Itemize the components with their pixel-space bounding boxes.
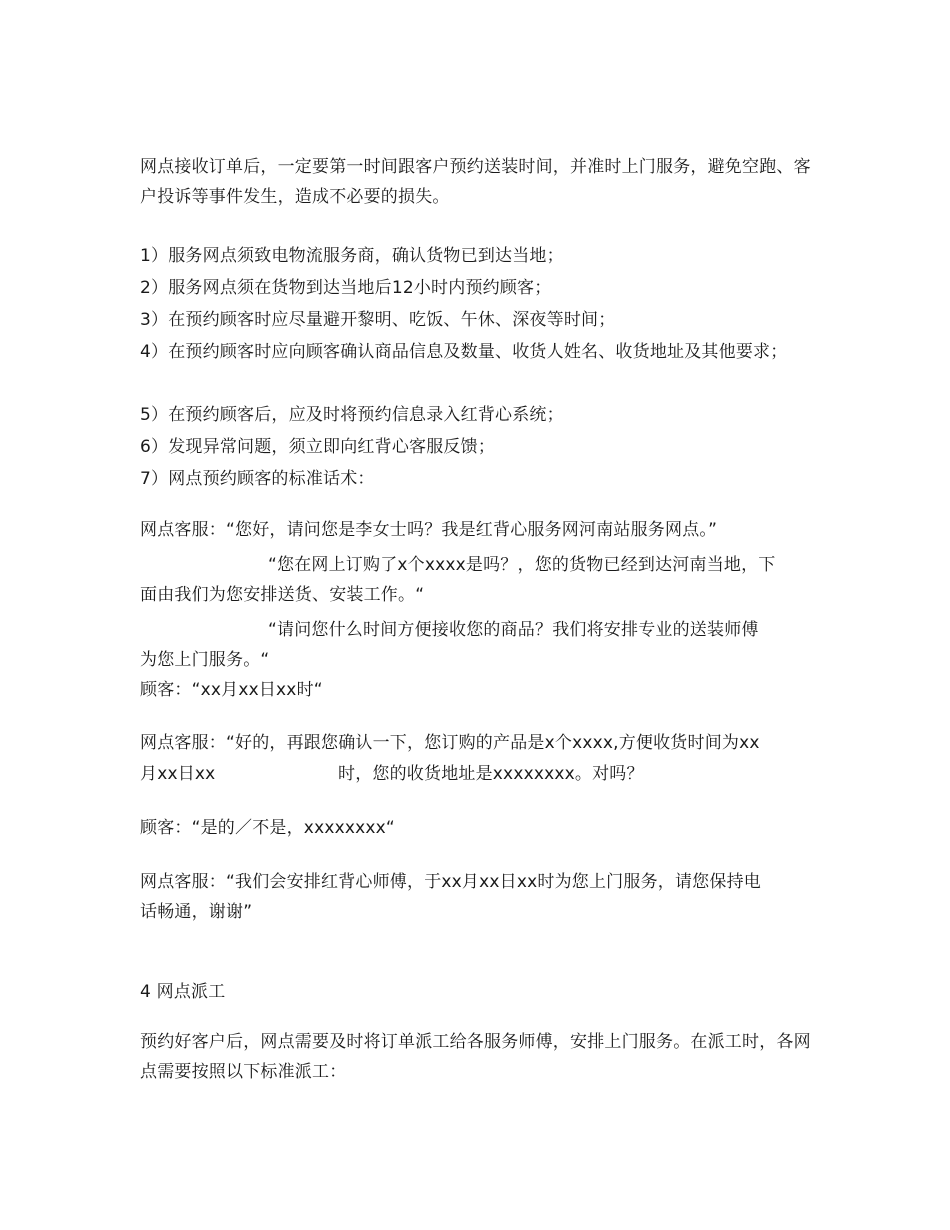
dialogue-agent-order-line-b: 面由我们为您安排送货、安装工作。“ [140, 585, 425, 605]
list-item-2: 2）服务网点须在货物到达当地后12小时内预约顾客； [140, 278, 552, 298]
section-heading: 4 网点派工 [140, 982, 226, 1002]
dialogue-agent-confirm-line-a: 网点客服：“好的，再跟您确认一下，您订购的产品是x个xxxx,方便收货时间为xx [140, 733, 760, 753]
dialogue-agent-order-line-a: “您在网上订购了x个xxxx是吗？，您的货物已经到达河南当地，下 [268, 555, 776, 575]
list-item-3: 3）在预约顾客时应尽量避开黎明、吃饭、午休、深夜等时间； [140, 310, 616, 330]
dialogue-agent-closing-line-b: 话畅通，谢谢” [140, 902, 253, 922]
section-body: 预约好客户后，网点需要及时将订单派工给各服务师傅，安排上门服务。在派工时，各网点需要按照以下标准派工： [140, 1032, 811, 1082]
list-item-5: 5）在预约顾客后，应及时将预约信息录入红背心系统； [140, 405, 564, 425]
dialogue-agent-confirm-line-b2: 时，您的收货地址是xxxxxxxx。对吗？ [338, 764, 644, 784]
dialogue-customer-confirm: 顾客：“是的／不是，xxxxxxxx“ [140, 818, 395, 838]
dialogue-agent-time-line-a: “请问您什么时间方便接收您的商品？我们将安排专业的送装师傅 [268, 620, 759, 640]
intro-paragraph: 网点接收订单后，一定要第一时间跟客户预约送装时间，并准时上门服务，避免空跑、客户投诉等事件发生，造成不必要的损失。 [140, 157, 811, 207]
list-item-1: 1）服务网点须致电物流服务商，确认货物已到达当地； [140, 246, 564, 266]
list-item-4: 4）在预约顾客时应向顾客确认商品信息及数量、收货人姓名、收货地址及其他要求； [140, 342, 788, 362]
dialogue-agent-greeting: 网点客服：“您好，请问您是李女士吗？我是红背心服务网河南站服务网点。” [140, 520, 718, 540]
dialogue-customer-time: 顾客：“xx月xx日xx时“ [140, 680, 323, 700]
dialogue-agent-confirm-line-b1: 月xx日xx [140, 764, 216, 784]
dialogue-agent-closing-line-a: 网点客服：“我们会安排红背心师傅，于xx月xx日xx时为您上门服务，请您保持电 [140, 872, 761, 892]
list-item-6: 6）发现异常问题，须立即向红背心客服反馈； [140, 437, 496, 457]
list-item-7: 7）网点预约顾客的标准话术： [140, 469, 375, 489]
dialogue-agent-time-line-b: 为您上门服务。“ [140, 650, 270, 670]
